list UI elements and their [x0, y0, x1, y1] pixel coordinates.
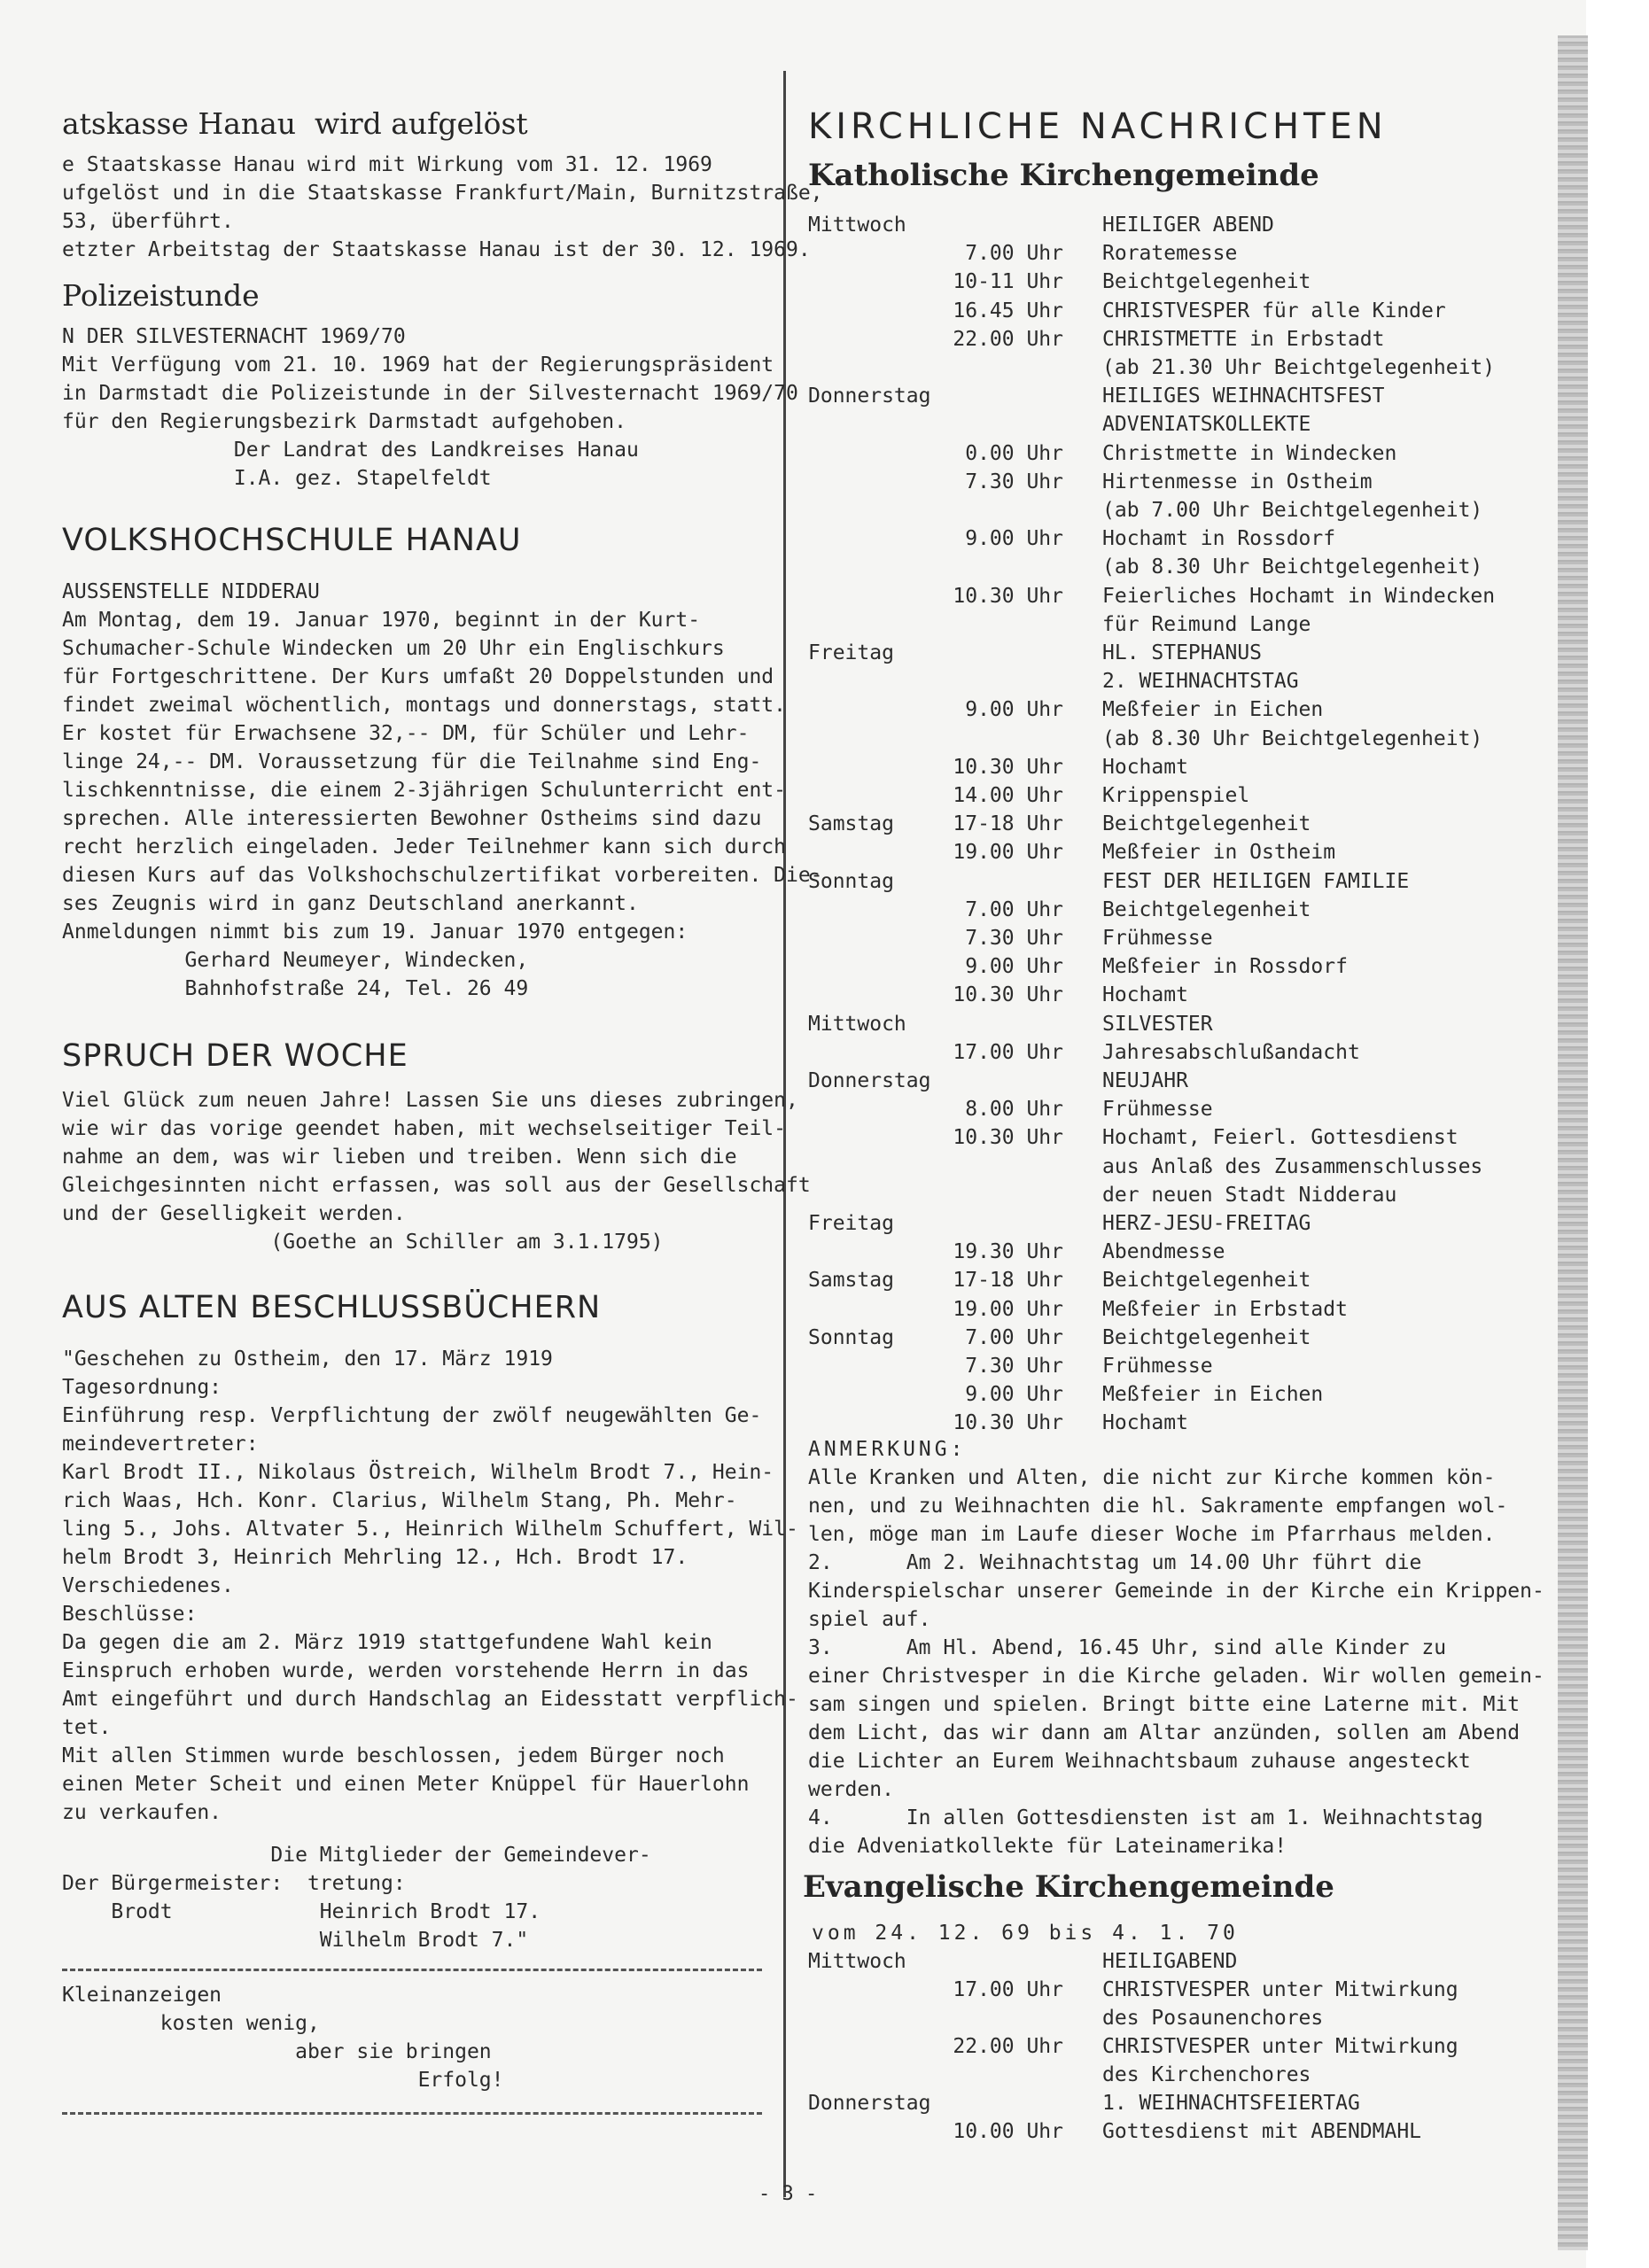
schedule-time: 19.30 Uhr [953, 1240, 1063, 1264]
schedule-row [808, 553, 1535, 581]
section-heading: VOLKSHOCHSCHULE HANAU [62, 523, 522, 558]
schedule-row [808, 810, 1535, 838]
text-line: für den Regierungsbezirk Darmstadt aufgehoben. [62, 410, 626, 433]
schedule-desc: Hochamt in Rossdorf [1102, 527, 1336, 551]
schedule-desc: Meßfeier in Rossdorf [1102, 955, 1348, 979]
schedule-desc: der neuen Stadt Nidderau [1102, 1183, 1397, 1207]
text-line: AUSSENSTELLE NIDDERAU [62, 580, 320, 603]
schedule-row [808, 410, 1535, 439]
text-line: etzter Arbeitstag der Staatskasse Hanau ist der 30. 12. 1969. [62, 238, 811, 261]
schedule-time: 7.00 Uhr [965, 242, 1063, 266]
schedule-desc: FEST DER HEILIGEN FAMILIE [1102, 869, 1410, 893]
schedule-time: 17.00 Uhr [953, 1978, 1063, 2001]
schedule-time: 17-18 Uhr [953, 1269, 1063, 1293]
schedule-day: Freitag [808, 1212, 894, 1235]
text-line: (Goethe an Schiller am 3.1.1795) [62, 1231, 664, 1254]
note-line: Kinderspielschar unserer Gemeinde in der Kirche ein Krippen- [808, 1580, 1544, 1603]
schedule-time: 10.30 Uhr [953, 584, 1063, 608]
text-line: diesen Kurs auf das Volkshochschulzertifikat vorbereiten. Die- [62, 864, 823, 887]
text-line: Amt eingeführt und durch Handschlag an Eidesstatt verpflich- [62, 1688, 798, 1711]
note-line: sam singen und spielen. Bringt bitte eine Laterne mit. Mit [808, 1693, 1521, 1716]
dashed-separator [62, 1969, 762, 1971]
church-news-heading: KIRCHLICHE NACHRICHTEN [808, 106, 1388, 147]
section-title: Polizeistunde [62, 278, 260, 313]
schedule-desc: Meßfeier in Eichen [1102, 698, 1324, 722]
schedule-day: Mittwoch [808, 1950, 906, 1973]
schedule-day: Mittwoch [808, 1012, 906, 1036]
schedule-row [808, 781, 1535, 810]
text-line: 53, überführt. [62, 210, 234, 233]
schedule-day: Donnerstag [808, 2092, 931, 2115]
text-line: Wilhelm Brodt 7." [62, 1929, 529, 1952]
text-line: linge 24,-- DM. Voraussetzung für die Teilnahme sind Eng- [62, 750, 762, 773]
schedule-desc: ADVENIATSKOLLEKTE [1102, 413, 1311, 437]
page-edge-shadow [1558, 35, 1588, 2250]
text-line: Er kostet für Erwachsene 32,-- DM, für Schüler und Lehr- [62, 722, 750, 745]
schedule-row [808, 896, 1535, 924]
schedule-desc: HERZ-JESU-FREITAG [1102, 1212, 1311, 1235]
schedule-desc: CHRISTVESPER unter Mitwirkung [1102, 1978, 1458, 2001]
schedule-time: 17-18 Uhr [953, 812, 1063, 836]
schedule-desc: Beichtgelegenheit [1102, 270, 1311, 294]
schedule-row [808, 1095, 1535, 1123]
schedule-desc: aus Anlaß des Zusammenschlusses [1102, 1154, 1483, 1178]
schedule-day: Donnerstag [808, 384, 931, 408]
schedule-row [808, 2004, 1535, 2032]
schedule-desc: (ab 8.30 Uhr Beichtgelegenheit) [1102, 726, 1483, 750]
text-line: kosten wenig, [62, 2012, 320, 2035]
schedule-row [808, 239, 1535, 268]
schedule-time: 8.00 Uhr [965, 1098, 1063, 1122]
schedule-row [808, 981, 1535, 1009]
schedule-desc: des Kirchenchores [1102, 2063, 1311, 2086]
schedule-row [808, 1947, 1535, 1976]
schedule-desc: (ab 21.30 Uhr Beichtgelegenheit) [1102, 356, 1496, 379]
text-line: Der Bürgermeister: tretung: [62, 1872, 406, 1895]
schedule-day: Samstag [808, 812, 894, 836]
schedule-row [808, 1153, 1535, 1181]
schedule-row [808, 1380, 1535, 1409]
text-line: Mit allen Stimmen wurde beschlossen, jedem Bürger noch [62, 1744, 725, 1767]
schedule-row [808, 725, 1535, 753]
schedule-row [808, 1976, 1535, 2004]
page-number: - 3 - [758, 2183, 818, 2205]
schedule-day: Freitag [808, 641, 894, 664]
note-line: dem Licht, das wir dann am Altar anzünden, sollen am Abend [808, 1721, 1521, 1744]
schedule-time: 7.30 Uhr [965, 1355, 1063, 1378]
schedule-desc: HL. STEPHANUS [1102, 641, 1263, 664]
text-line: Karl Brodt II., Nikolaus Östreich, Wilhelm Brodt 7., Hein- [62, 1461, 774, 1484]
schedule-time: 0.00 Uhr [965, 441, 1063, 465]
text-line: Gerhard Neumeyer, Windecken, [62, 949, 529, 972]
schedule-row [808, 1266, 1535, 1294]
text-line: Gleichgesinnten nicht erfassen, was soll aus der Gesellschaft [62, 1174, 811, 1197]
text-line: recht herzlich eingeladen. Jeder Teilnehmer kann sich durch [62, 835, 786, 858]
schedule-row [808, 524, 1535, 553]
schedule-time: 9.00 Uhr [965, 527, 1063, 551]
schedule-row [808, 1038, 1535, 1067]
schedule-desc: Hochamt, Feierl. Gottesdienst [1102, 1126, 1458, 1150]
schedule-desc: HEILIGABEND [1102, 1950, 1238, 1973]
schedule-desc: für Reimund Lange [1102, 612, 1311, 636]
text-line: nahme an dem, was wir lieben und treiben. Wenn sich die [62, 1146, 737, 1169]
schedule-row [808, 952, 1535, 981]
schedule-desc: (ab 7.00 Uhr Beichtgelegenheit) [1102, 499, 1483, 522]
schedule-desc: Hochamt [1102, 983, 1188, 1007]
note-line: Alle Kranken und Alten, die nicht zur Kirche kommen kön- [808, 1466, 1496, 1489]
schedule-desc: CHRISTMETTE in Erbstadt [1102, 327, 1385, 351]
schedule-row [808, 1010, 1535, 1038]
text-line: tet. [62, 1716, 112, 1739]
schedule-time: 10.30 Uhr [953, 1411, 1063, 1435]
schedule-day: Donnerstag [808, 1069, 931, 1092]
text-line: in Darmstadt die Polizeistunde in der Silvesternacht 1969/70 [62, 382, 798, 405]
note-line: 2. Am 2. Weihnachtstag um 14.00 Uhr führt die [808, 1551, 1422, 1574]
schedule-row [808, 325, 1535, 353]
schedule-desc: Beichtgelegenheit [1102, 812, 1311, 836]
schedule-row [808, 268, 1535, 296]
schedule-time: 22.00 Uhr [953, 2035, 1063, 2058]
text-line: Tagesordnung: [62, 1376, 222, 1399]
schedule-row [808, 1067, 1535, 1095]
text-line: Der Landrat des Landkreises Hanau [62, 439, 639, 462]
schedule-row [808, 211, 1535, 239]
schedule-row [808, 2117, 1535, 2146]
text-line: Anmeldungen nimmt bis zum 19. Januar 1970 entgegen: [62, 920, 688, 944]
schedule-row [808, 1352, 1535, 1380]
schedule-time: 14.00 Uhr [953, 784, 1063, 807]
schedule-desc: HEILIGER ABEND [1102, 214, 1274, 237]
text-line: e Staatskasse Hanau wird mit Wirkung vom 31. 12. 1969 [62, 153, 712, 176]
schedule-desc: Beichtgelegenheit [1102, 897, 1311, 921]
schedule-desc: Beichtgelegenheit [1102, 1325, 1311, 1349]
schedule-desc: Beichtgelegenheit [1102, 1269, 1311, 1293]
schedule-day: Samstag [808, 1269, 894, 1293]
schedule-row [808, 867, 1535, 896]
text-line: "Geschehen zu Ostheim, den 17. März 1919 [62, 1348, 553, 1371]
schedule-day: Sonntag [808, 1325, 894, 1349]
schedule-row [808, 1181, 1535, 1209]
schedule-desc: Meßfeier in Ostheim [1102, 841, 1336, 865]
text-line: einen Meter Scheit und einen Meter Knüppel für Hauerlohn [62, 1773, 750, 1796]
text-line: Einführung resp. Verpflichtung der zwölf neugewählten Ge- [62, 1404, 762, 1427]
section-heading: SPRUCH DER WOCHE [62, 1038, 408, 1074]
schedule-desc: Meßfeier in Erbstadt [1102, 1297, 1348, 1321]
schedule-desc: Hochamt [1102, 1411, 1188, 1435]
note-line: einer Christvesper in die Kirche geladen. Wir wollen gemein- [808, 1665, 1544, 1688]
text-line: ling 5., Johs. Altvater 5., Heinrich Wilhelm Schuffert, Wil- [62, 1518, 798, 1541]
schedule-row [808, 1409, 1535, 1437]
text-line: aber sie bringen [62, 2040, 492, 2063]
text-line: Beschlüsse: [62, 1603, 198, 1626]
section-heading: AUS ALTEN BESCHLUSSBÜCHERN [62, 1290, 602, 1325]
text-line: lischkenntnisse, die einem 2-3jährigen Schulunterricht ent- [62, 779, 786, 802]
text-line: wie wir das vorige geendet haben, mit wechselseitiger Teil- [62, 1117, 786, 1140]
text-line: sprechen. Alle interessierten Bewohner Ostheims sind dazu [62, 807, 762, 830]
text-line: findet zweimal wöchentlich, montags und donnerstags, statt. [62, 694, 786, 717]
schedule-row [808, 353, 1535, 382]
note-line: die Lichter an Eurem Weihnachtsbaum zuhause angesteckt [808, 1750, 1471, 1773]
schedule-desc: Hirtenmesse in Ostheim [1102, 470, 1373, 493]
schedule-desc: Roratemesse [1102, 242, 1238, 266]
note-line: 3. Am Hl. Abend, 16.45 Uhr, sind alle Kinder zu [808, 1636, 1447, 1659]
schedule-time: 7.30 Uhr [965, 927, 1063, 950]
catholic-subheading: Katholische Kirchengemeinde [808, 158, 1319, 193]
schedule-desc: SILVESTER [1102, 1012, 1213, 1036]
schedule-time: 7.30 Uhr [965, 470, 1063, 493]
evangelical-subheading: Evangelische Kirchengemeinde [803, 1869, 1334, 1905]
text-line: rich Waas, Hch. Konr. Clarius, Wilhelm Stang, Ph. Mehr- [62, 1489, 737, 1512]
schedule-row [808, 2032, 1535, 2061]
text-line: helm Brodt 3, Heinrich Mehrling 12., Hch. Brodt 17. [62, 1546, 688, 1569]
dashed-separator [62, 2112, 762, 2115]
schedule-day: Sonntag [808, 869, 894, 893]
schedule-row [808, 838, 1535, 866]
schedule-desc: Hochamt [1102, 755, 1188, 779]
schedule-row [808, 439, 1535, 468]
schedule-row [808, 1324, 1535, 1352]
text-line: meindevertreter: [62, 1433, 259, 1456]
text-line: Die Mitglieder der Gemeindever- [62, 1844, 651, 1867]
schedule-desc: des Posaunenchores [1102, 2007, 1324, 2030]
schedule-row [808, 639, 1535, 667]
schedule-desc: Gottesdienst mit ABENDMAHL [1102, 2120, 1422, 2143]
schedule-desc: 2. WEIHNACHTSTAG [1102, 670, 1299, 694]
schedule-time: 10.00 Uhr [953, 2120, 1063, 2143]
schedule-row [808, 382, 1535, 410]
text-line: Kleinanzeigen [62, 1984, 222, 2007]
text-line: Einspruch erhoben wurde, werden vorstehende Herrn in das [62, 1659, 750, 1682]
text-line: Mit Verfügung vom 21. 10. 1969 hat der Regierungspräsident [62, 353, 774, 377]
schedule-desc: Frühmesse [1102, 1355, 1213, 1378]
schedule-row [808, 297, 1535, 325]
schedule-time: 10.30 Uhr [953, 1126, 1063, 1150]
schedule-row [808, 496, 1535, 524]
schedule-row [808, 610, 1535, 639]
section-title: atskasse Hanau wird aufgelöst [62, 106, 528, 141]
schedule-desc: Christmette in Windecken [1102, 441, 1397, 465]
text-line: Verschiedenes. [62, 1574, 234, 1597]
text-line: und der Geselligkeit werden. [62, 1202, 406, 1225]
schedule-row [808, 2061, 1535, 2089]
note-line: die Adveniatkollekte für Lateinamerika! [808, 1835, 1287, 1858]
schedule-desc: 1. WEIHNACHTSFEIERTAG [1102, 2092, 1360, 2115]
text-line: I.A. gez. Stapelfeldt [62, 467, 492, 490]
schedule-row [808, 468, 1535, 496]
schedule-desc: Feierliches Hochamt in Windecken [1102, 584, 1496, 608]
notes-heading: ANMERKUNG: [808, 1438, 967, 1461]
text-line: Erfolg! [62, 2069, 504, 2092]
schedule-time: 17.00 Uhr [953, 1040, 1063, 1064]
schedule-time: 9.00 Uhr [965, 698, 1063, 722]
schedule-desc: Krippenspiel [1102, 784, 1250, 807]
schedule-row [808, 1209, 1535, 1238]
note-line: werden. [808, 1778, 894, 1801]
text-line: für Fortgeschrittene. Der Kurs umfaßt 20 Doppelstunden und [62, 665, 774, 688]
schedule-row [808, 667, 1535, 695]
schedule-row [808, 1295, 1535, 1324]
schedule-desc: Jahresabschlußandacht [1102, 1040, 1360, 1064]
note-line: nen, und zu Weihnachten die hl. Sakramente empfangen wol- [808, 1495, 1508, 1518]
schedule-row [808, 924, 1535, 952]
schedule-row [808, 582, 1535, 610]
schedule-desc: CHRISTVESPER unter Mitwirkung [1102, 2035, 1458, 2058]
schedule-row [808, 695, 1535, 724]
schedule-row [808, 2089, 1535, 2117]
schedule-desc: Frühmesse [1102, 1098, 1213, 1122]
schedule-row [808, 753, 1535, 781]
text-line: Am Montag, dem 19. Januar 1970, beginnt in der Kurt- [62, 609, 701, 632]
schedule-desc: NEUJAHR [1102, 1069, 1188, 1092]
note-line: 4. In allen Gottesdiensten ist am 1. Weihnachtstag [808, 1806, 1483, 1829]
schedule-row [808, 1123, 1535, 1152]
text-line: ses Zeugnis wird in ganz Deutschland anerkannt. [62, 892, 639, 915]
schedule-time: 9.00 Uhr [965, 1383, 1063, 1407]
schedule-desc: CHRISTVESPER für alle Kinder [1102, 299, 1446, 322]
schedule-time: 7.00 Uhr [965, 1325, 1063, 1349]
schedule-desc: (ab 8.30 Uhr Beichtgelegenheit) [1102, 555, 1483, 579]
schedule-time: 10.30 Uhr [953, 983, 1063, 1007]
text-line: zu verkaufen. [62, 1801, 222, 1824]
text-line: Brodt Heinrich Brodt 17. [62, 1900, 541, 1923]
note-line: spiel auf. [808, 1608, 931, 1631]
schedule-row [808, 1238, 1535, 1266]
schedule-time: 19.00 Uhr [953, 841, 1063, 865]
text-line: N DER SILVESTERNACHT 1969/70 [62, 325, 406, 348]
schedule-time: 16.45 Uhr [953, 299, 1063, 322]
schedule-time: 22.00 Uhr [953, 327, 1063, 351]
text-line: Schumacher-Schule Windecken um 20 Uhr ein Englischkurs [62, 637, 725, 660]
schedule-desc: Abendmesse [1102, 1240, 1225, 1264]
note-line: len, möge man im Laufe dieser Woche im Pfarrhaus melden. [808, 1523, 1496, 1546]
schedule-desc: Frühmesse [1102, 927, 1213, 950]
schedule-time: 19.00 Uhr [953, 1297, 1063, 1321]
schedule-desc: Meßfeier in Eichen [1102, 1383, 1324, 1407]
text-line: Da gegen die am 2. März 1919 stattgefundene Wahl kein [62, 1631, 712, 1654]
schedule-time: 10.30 Uhr [953, 755, 1063, 779]
schedule-time: 7.00 Uhr [965, 897, 1063, 921]
text-line: Viel Glück zum neuen Jahre! Lassen Sie uns dieses zubringen, [62, 1089, 798, 1112]
text-line: ufgelöst und in die Staatskasse Frankfurt/Main, Burnitzstraße, [62, 182, 823, 205]
schedule-desc: HEILIGES WEIHNACHTSFEST [1102, 384, 1385, 408]
schedule-day: Mittwoch [808, 214, 906, 237]
text-line: Bahnhofstraße 24, Tel. 26 49 [62, 977, 529, 1000]
schedule-time: 10-11 Uhr [953, 270, 1063, 294]
schedule-time: 9.00 Uhr [965, 955, 1063, 979]
evangelical-date-range: vom 24. 12. 69 bis 4. 1. 70 [812, 1922, 1239, 1945]
